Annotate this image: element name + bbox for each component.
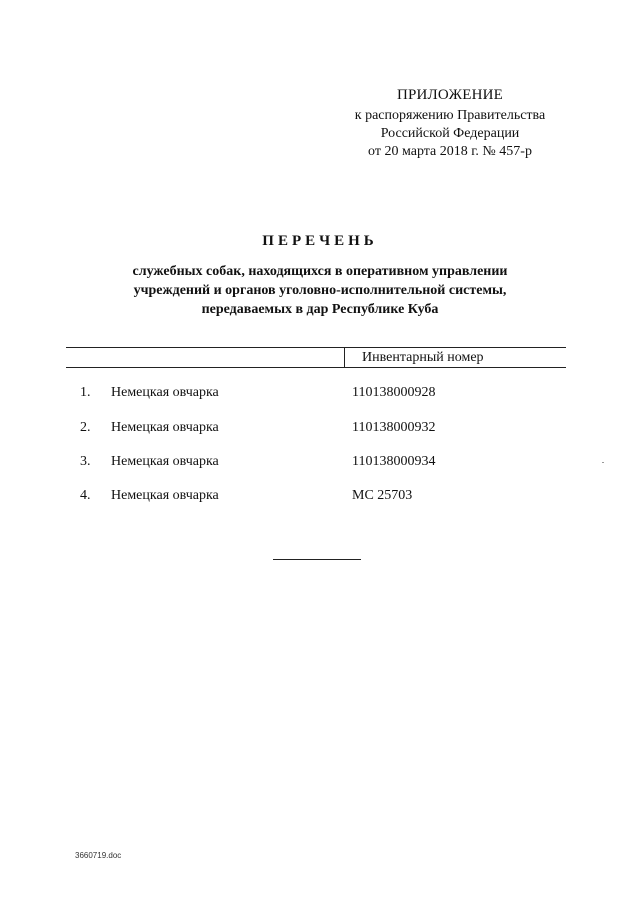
- table-header: [66, 347, 566, 368]
- row-inventory-number: 110138000928: [352, 385, 436, 400]
- appendix-block: [330, 86, 570, 161]
- table-row: [0, 452, 640, 472]
- table-row: [0, 418, 640, 438]
- row-number: 3.: [80, 454, 91, 469]
- row-name: Немецкая овчарка: [111, 488, 219, 503]
- document-subtitle: [0, 262, 640, 319]
- table-row: [0, 383, 640, 403]
- subtitle-line-2: учреждений и органов уголовно-исполнительной системы,: [133, 283, 507, 298]
- row-name: Немецкая овчарка: [111, 420, 219, 435]
- row-name: Немецкая овчарка: [111, 385, 219, 400]
- subtitle-line-1: служебных собак, находящихся в оперативном управлении: [132, 264, 508, 279]
- end-of-document-line: [273, 559, 361, 560]
- appendix-line-1: к распоряжению Правительства: [354, 108, 546, 123]
- row-number: 2.: [80, 420, 91, 435]
- row-name: Немецкая овчарка: [111, 454, 219, 469]
- appendix-heading: ПРИЛОЖЕНИЕ: [396, 87, 504, 103]
- scan-speck: [602, 462, 604, 463]
- subtitle-line-3: передаваемых в дар Республике Куба: [201, 302, 439, 317]
- row-inventory-number: 110138000932: [352, 420, 436, 435]
- table-header-divider: [344, 348, 345, 367]
- document-file-id: 3660719.doc: [75, 851, 122, 860]
- row-number: 1.: [80, 385, 91, 400]
- document-title: ПЕРЕЧЕНЬ: [262, 233, 378, 249]
- appendix-line-3: от 20 марта 2018 г. № 457-р: [368, 144, 532, 159]
- inventory-column-header: Инвентарный номер: [362, 350, 484, 365]
- row-inventory-number: МС 25703: [352, 488, 413, 503]
- row-inventory-number: 110138000934: [352, 454, 436, 469]
- appendix-line-2: Российской Федерации: [380, 126, 520, 141]
- row-number: 4.: [80, 488, 91, 503]
- table-row: [0, 486, 640, 506]
